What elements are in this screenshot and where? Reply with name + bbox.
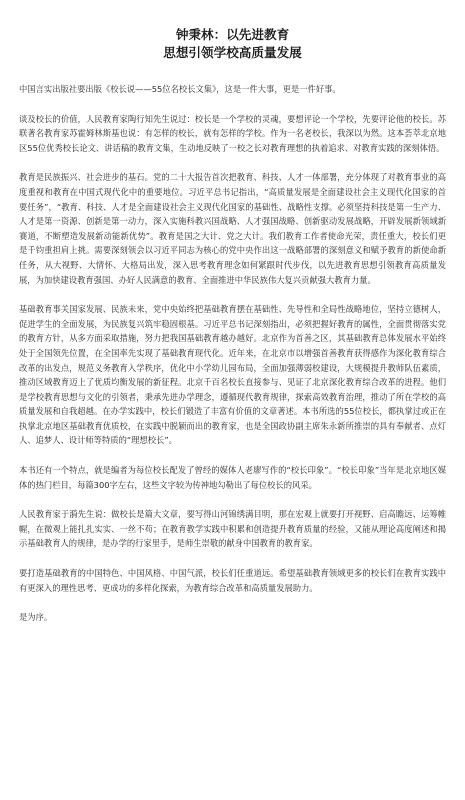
paragraph-4: 基础教育事关国家发展、民族未来，党中央始终把基础教育摆在基础性、先导性和全局性战略地位，坚持立德树人，促进学生的全面发展，为民族复兴筑牢稳固根基。习近平总书记深刻指出，必须把握好教育的属性，全面贯彻落实党的教育方针，从多方面采取措施，努力把我国基础教育越办越好。北京作为首善之区，其基础教育总体发展水平始终处于全国领先位置，在全国率先实现了基础教育现代化。近年来，在北京市以增强首善教育获得感作为深化教育综合改革的出发点，规范义务教育入学秩序，优化中小学幼儿园布局，全面加强薄弱校建设，大规模提升教师队伍素质，推动区域教育迈上了优质均衡发展的新征程。北京千百名校长直接参与、见证了北京深化教育综合改革的进程。他们是学校教育思想与文化的引领者，秉承先进办学理念，遵循现代教育规律，探索高效教育治理，推动了所在学校的高质量发展和自我超越。在办学实践中，校长们锻造了丰富有价值的文章著述。本书所选的55位校长，都执掌过或正在执掌北京地区基础教育优质校，在实践中脱颖而出的教育家，也是全国政协副主席朱永新所推崇的具有奉献者、点灯人、追梦人、设计师等特质的“理想校长”。 (19, 304, 446, 446)
article-subtitle: 思想引领学校高质量发展 (163, 45, 302, 60)
paragraph-closing: 是为序。 (19, 612, 53, 623)
paragraph-6: 人民教育家于漪先生说：做校长是篇大文章，要写得山河锦绣满目明，那在宏观上就要打开视野、启高瞻远、运筹帷幄，在微观上能扎扎实实、一丝不苟；在教育教学实践中积累和创造提升教育质量的经验，又能从理论高度阐述和揭示基础教育人的规律，是办学的行家里手，是师生崇敬的献身中国教育的教育家。 (19, 509, 446, 549)
paragraph-3: 教育是民族振兴、社会进步的基石。党的二十大报告首次把教育、科技、人才一体部署，充分体现了对教育事业的高度重视和教育在中国式现代化中的重要地位。习近平总书记指出，“高质量发展是全面建设社会主义现代化国家的首要任务”，“教育、科技、人才是全面建设社会主义现代化国家的基础性、战略性支撑。必须坚持科技是第一生产力、人才是第一资源、创新是第一动力，深入实施科教兴国战略、人才强国战略、创新驱动发展战略，开辟发展新领域新赛道，不断塑造发展新动能新优势”。教育是国之大计、党之大计。我们教育工作者使命光荣，责任重大，校长们更是千钧重担肩上挑。需要深刻领会以习近平同志为核心的党中央作出这一战略部署的深刻意义和赋予教育的新使命新任务，从大视野、大情怀、大格局出发，深入思考教育理念如何紧跟时代步伐，以先进教育思想引领教育高质量发展，为加快建设教育强国、办好人民满意的教育、全面推进中华民族伟大复兴贡献强大教育力量。 (19, 172, 446, 285)
paragraph-1: 中国言实出版社要出版《校长说——55位名校长文集》，这是一件大事，更是一件好事。 (19, 84, 341, 94)
paragraph-5: 本书还有一个特点，就是编者为每位校长配发了曾经的媒体人老廖写作的“校长印象”。“校长印象”当年是北京地区媒体的热门栏目，每篇300字左右，这些文字较为传神地勾勒出了每位校长的风采。 (19, 465, 446, 490)
article-title: 钟秉林：以先进教育 (175, 27, 290, 42)
paragraph-2: 谈及校长的价值，人民教育家陶行知先生说过：校长是一个学校的灵魂，要想评论一个学校，先要评论他的校长。苏联著名教育家苏霍姆林斯基也说：有怎样的校长，就有怎样的学校。作为一名老校长，我深以为然。这本荟萃北京地区55位优秀校长论文、讲话稿的教育文集，生动地反映了一校之长对教育理想的执着追求、对教育实践的深刻体悟。 (19, 113, 446, 153)
paragraph-7: 要打造基础教育的中国特色、中国风格、中国气派，校长们任重道远。希望基础教育领域更多的校长们在教育实践中有更深入的理性思考、更成功的多样化探索，为教育综合改革和高质量发展助力。 (19, 568, 446, 593)
